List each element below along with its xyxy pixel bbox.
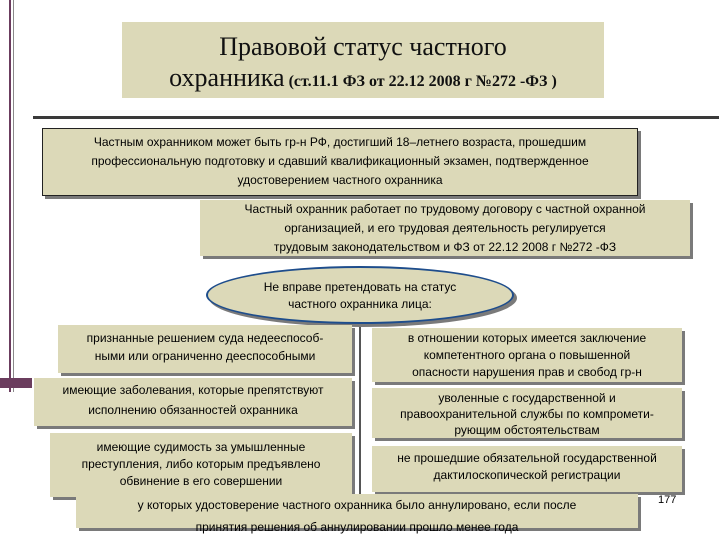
restriction-right-2 xyxy=(372,388,682,438)
restriction-left-3 xyxy=(50,433,352,497)
employment-line3: трудовым законодательством и ФЗ от 22.12 2008 г №272 -ФЗ xyxy=(273,240,617,254)
connector-vertical xyxy=(359,322,361,498)
restrictions-line1: Не вправе претендовать на статус xyxy=(263,280,457,294)
title-subtitle: (ст.11.1 ФЗ от 22.12 2008 г №272 -ФЗ ) xyxy=(284,73,557,90)
restrictions-line2: частного охранника лица: xyxy=(288,297,432,311)
restriction-right-3 xyxy=(372,446,682,492)
employment-line1: Частный охранник работает по трудовому договору с частной охранной xyxy=(244,202,646,216)
restriction-right-3-line2: дактилоскопической регистрации xyxy=(433,468,621,482)
restriction-bottom-line1: у которых удостоверение частного охранника было аннулировано, если после xyxy=(137,498,577,512)
restriction-left-3-line2: преступления, либо которым предъявлено xyxy=(81,457,321,471)
eligibility-line1: Частным охранником может быть гр-н РФ, достигший 18–летнего возраста, прошедшим xyxy=(93,135,587,149)
eligibility-box xyxy=(42,128,638,196)
employment-line2: организацией, и его трудовая деятельность регулируется xyxy=(284,221,606,235)
restriction-bottom xyxy=(76,494,638,534)
left-accent-block xyxy=(0,378,32,388)
left-accent-line-thin xyxy=(13,0,14,392)
restriction-right-1-line2: компетентного органа о повышенной xyxy=(423,348,631,362)
eligibility-line3: удостоверением частного охранника xyxy=(237,173,443,187)
title-line2 xyxy=(122,62,604,98)
restriction-left-3-line1: имеющие судимость за умышленные xyxy=(96,440,306,454)
restriction-left-2-line2: исполнению обязанностей охранника xyxy=(88,403,298,417)
restriction-right-1-line3: опасности нарушения прав и свобод гр-н xyxy=(412,365,642,379)
restriction-bottom-line2: принятия решения об аннулировании прошло менее года xyxy=(195,520,519,534)
restrictions-ellipse xyxy=(206,266,514,324)
employment-box xyxy=(200,200,690,256)
restriction-left-1-line1: признанные решением суда недееспособ- xyxy=(86,331,324,345)
restriction-left-1 xyxy=(58,325,352,373)
restriction-right-2-line3: рующим обстоятельствам xyxy=(454,423,600,437)
restriction-right-2-line1: уволенные с государственной и xyxy=(438,391,616,405)
title-divider xyxy=(33,116,719,119)
restriction-left-2-line1: имеющие заболевания, которые препятствуют xyxy=(62,383,324,397)
restriction-right-1 xyxy=(372,328,682,382)
restriction-right-2-line2: правоохранительной службы по компромети- xyxy=(400,407,654,421)
left-accent-line xyxy=(9,0,11,392)
restriction-right-1-line1: в отношении которых имеется заключение xyxy=(407,331,647,345)
title-line1: Правовой статус частного xyxy=(219,32,507,61)
restriction-left-1-line2: ными или ограниченно дееспособными xyxy=(94,349,316,363)
restriction-left-2 xyxy=(34,378,352,426)
restriction-left-3-line3: обвинение в его совершении xyxy=(119,474,283,488)
title-main: охранника xyxy=(169,63,285,92)
page-number: 177 xyxy=(658,494,677,506)
restriction-right-3-line1: не прошедшие обязательной государственной xyxy=(397,451,657,465)
title-box xyxy=(122,22,604,98)
eligibility-line2: профессиональную подготовку и сдавший квалификационный экзамен, подтвержденное xyxy=(91,154,589,168)
